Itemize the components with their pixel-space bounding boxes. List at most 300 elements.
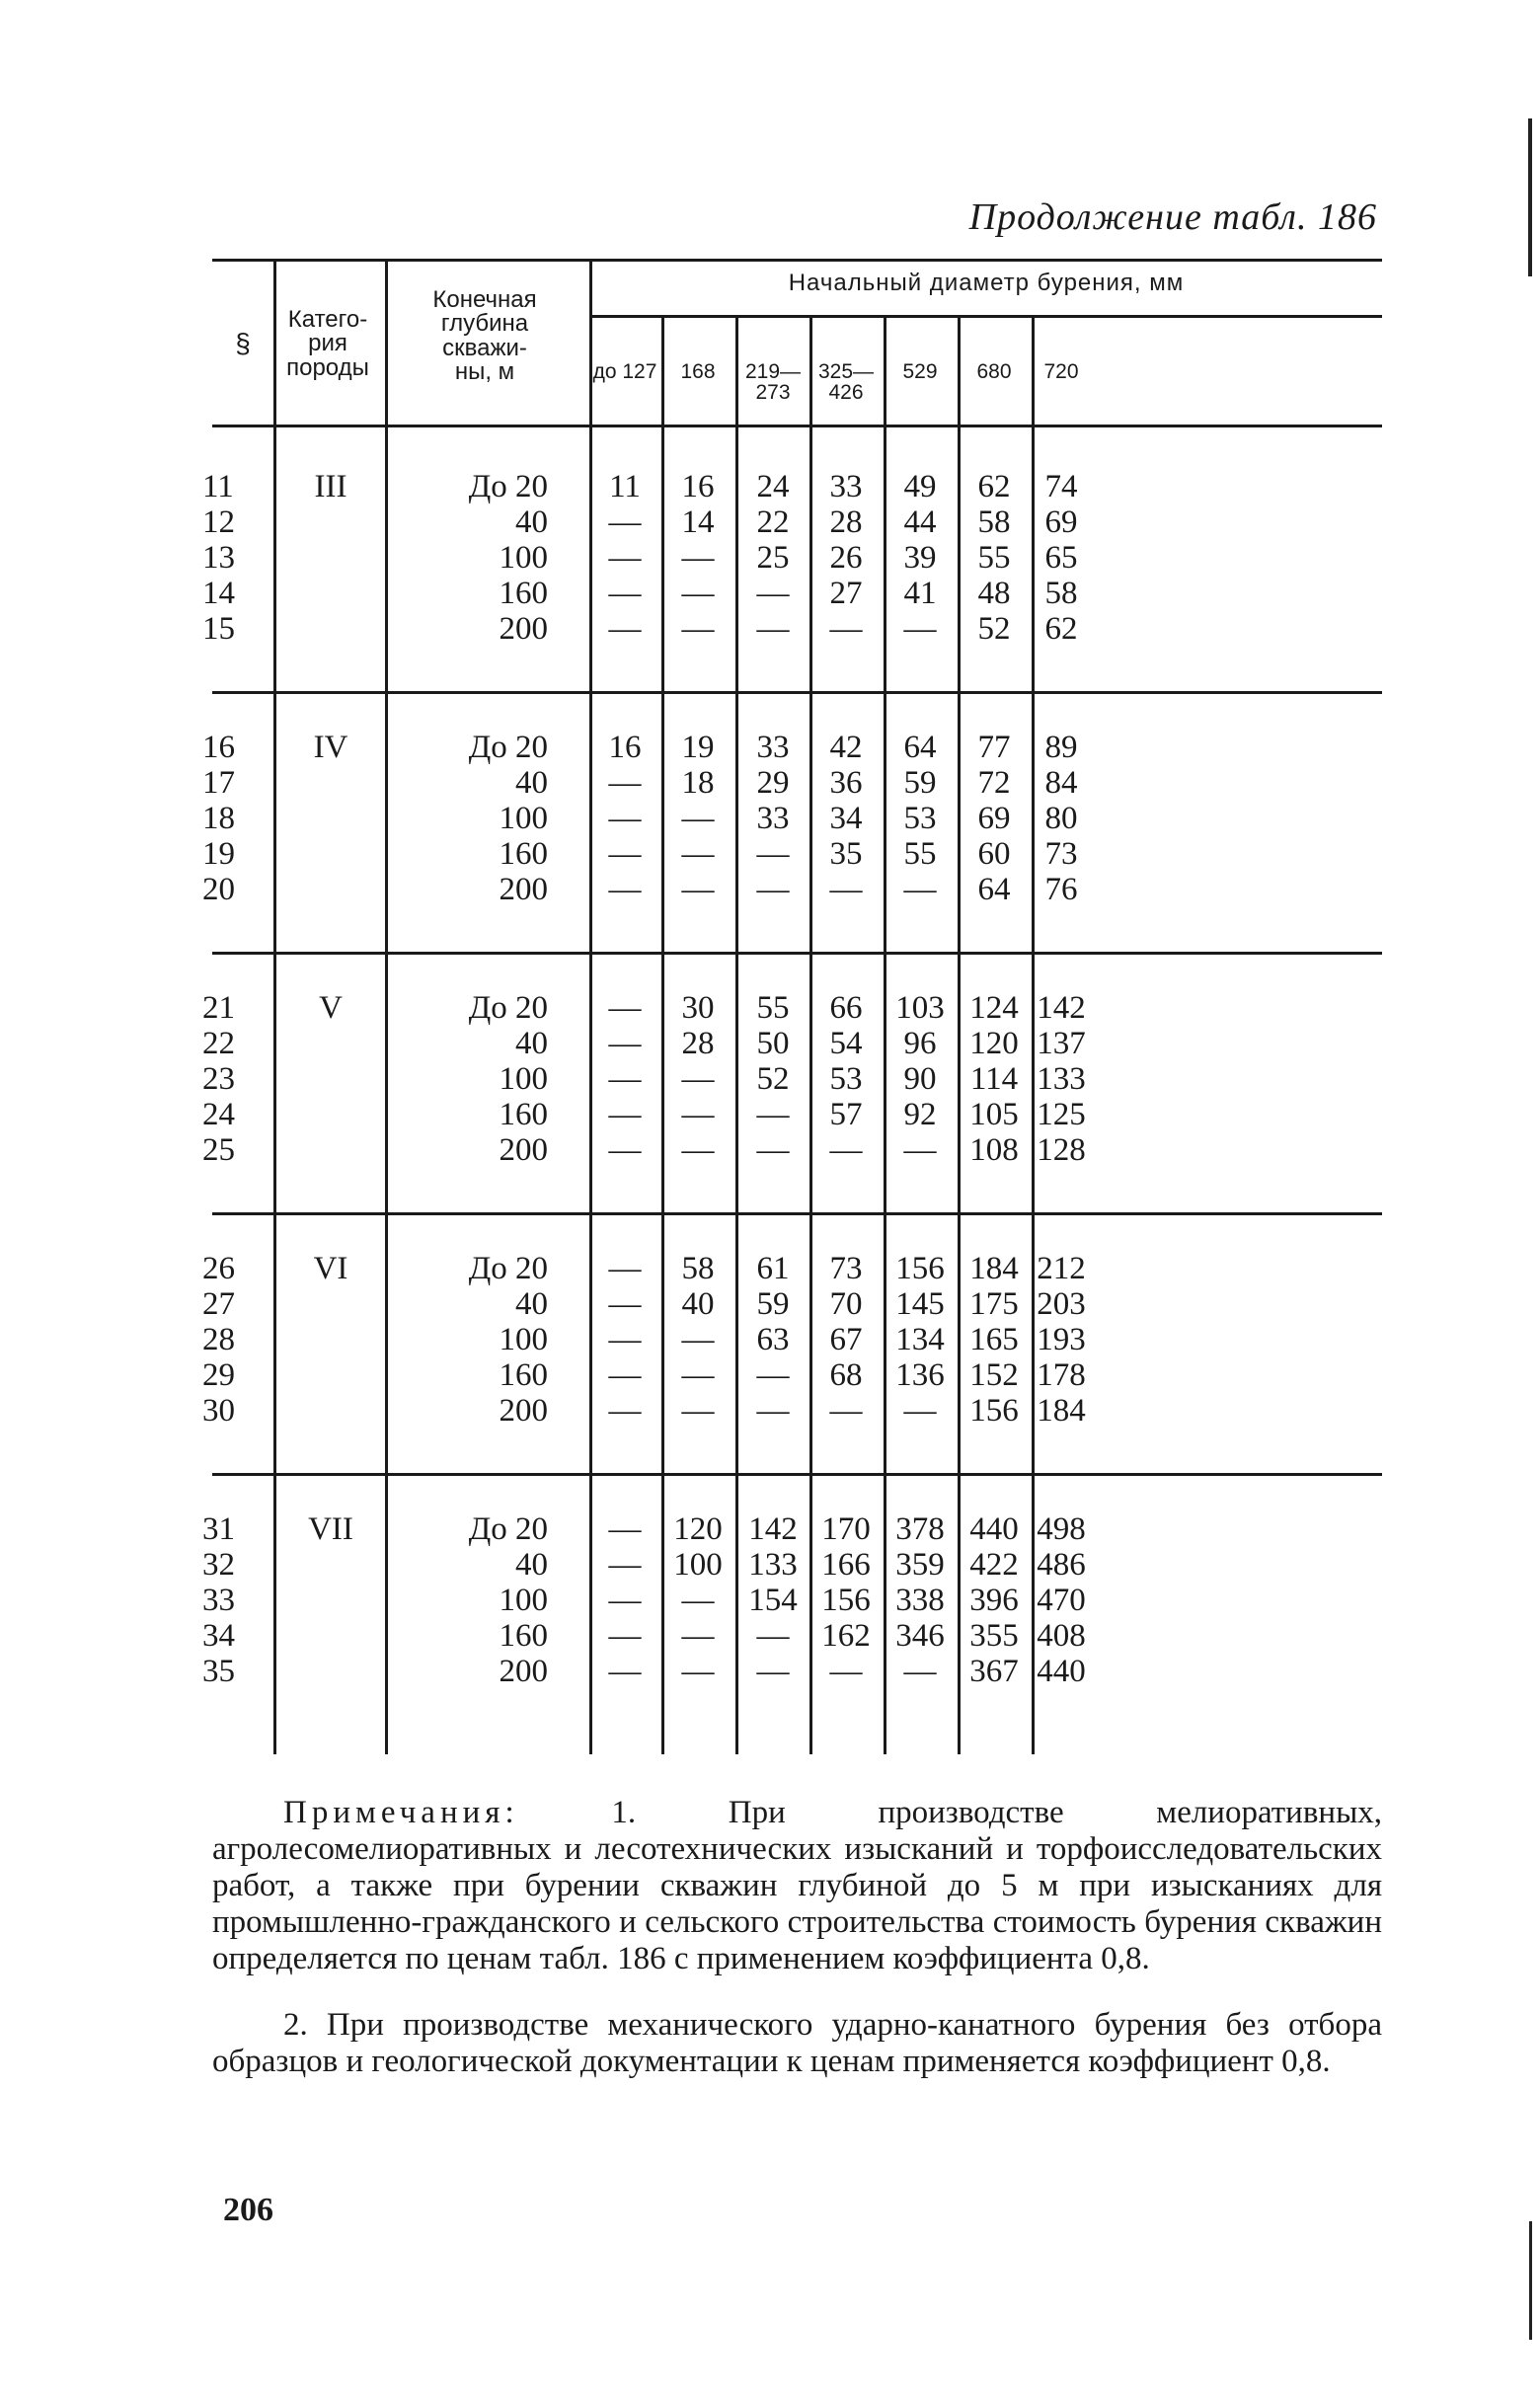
table-cell: 120 [673,1511,723,1547]
table-cell: — [903,1393,937,1429]
price-column [807,990,886,1168]
table-cell: — [608,1322,642,1357]
table-cell: 124 [969,990,1019,1026]
header-depth-line: глубина [440,310,529,338]
table-cell: До 20 [468,1511,548,1547]
table-cell: 19 [202,836,235,872]
table-cell: — [608,1132,642,1168]
table-cell: 100 [499,540,548,576]
table-cell: — [756,1618,790,1654]
table-cell: III [314,469,347,504]
table-cell: До 20 [468,1251,548,1286]
table-cell: 128 [1037,1132,1086,1168]
table-cell: 16 [608,730,642,765]
table-cell: 156 [821,1583,871,1618]
table-cell: 34 [202,1618,235,1654]
table-cell: 54 [829,1026,863,1061]
table-cell: 14 [202,576,235,611]
table-cell: — [829,872,863,907]
table-cell: 35 [202,1654,235,1689]
table-cell: 40 [681,1286,715,1322]
price-table [202,259,1382,1754]
table-cell: — [608,611,642,647]
table-cell: 59 [756,1286,790,1322]
table-cell: 36 [829,765,863,801]
table-cell: 34 [829,801,863,836]
table-cell: 470 [1037,1583,1086,1618]
table-cell: 30 [202,1393,235,1429]
table-cell: 134 [895,1322,945,1357]
category-column [281,469,380,504]
depth-column [410,1251,548,1429]
table-cell: — [608,1393,642,1429]
table-cell: 133 [748,1547,798,1583]
table-cell: До 20 [468,730,548,765]
table-cell: 27 [829,576,863,611]
header-diameter: 529 [902,360,938,383]
table-cell: — [756,1097,790,1132]
price-column [733,990,812,1168]
table-cell: 346 [895,1618,945,1654]
table-cell: 53 [903,801,937,836]
table-cell: 64 [903,730,937,765]
table-cell: IV [313,730,348,765]
header-diameter: 720 [1043,360,1079,383]
table-cell: — [903,872,937,907]
table-cell: 156 [895,1251,945,1286]
table-cell: 100 [499,1061,548,1097]
section-column [202,469,252,647]
header-diameter: 168 [680,360,716,383]
table-cell: 17 [202,765,235,801]
price-column [658,730,737,907]
table-cell: 67 [829,1322,863,1357]
table-cell: — [608,576,642,611]
table-cell: 69 [1044,504,1078,540]
table-cell: 55 [756,990,790,1026]
table-cell: 125 [1037,1097,1086,1132]
table-cell: 68 [829,1357,863,1393]
table-cell: — [608,836,642,872]
table-cell: 359 [895,1547,945,1583]
table-cell: — [608,1026,642,1061]
table-cell: 53 [829,1061,863,1097]
price-column [658,990,737,1168]
depth-column [410,469,548,647]
table-cell: 62 [1044,611,1078,647]
note-2: 2. При производстве механического ударно-канатного бурения без отбора образцов и геологической документации к ценам применяется коэффициент 0,8. [212,2007,1382,2079]
table-cell: 165 [969,1322,1019,1357]
price-column [658,1251,737,1429]
table-cell: 33 [829,469,863,504]
table-cell: 18 [202,801,235,836]
header-depth-line: Конечная [432,286,537,313]
price-column [658,469,737,647]
table-cell: 19 [681,730,715,765]
table-cell: 486 [1037,1547,1086,1583]
table-cell: 156 [969,1393,1019,1429]
table-cell: 200 [499,1393,548,1429]
table-cell: 133 [1037,1061,1086,1097]
table-cell: 422 [969,1547,1019,1583]
table-cell: 13 [202,540,235,576]
header-category [273,308,382,380]
table-cell: 27 [202,1286,235,1322]
table-cell: V [319,990,343,1026]
table-cell: 11 [609,469,641,504]
depth-column [410,730,548,907]
category-column [281,1251,380,1286]
table-cell: 22 [202,1026,235,1061]
table-cell: 137 [1037,1026,1086,1061]
table-cell: — [608,765,642,801]
table-cell: До 20 [468,990,548,1026]
header-diameter: 325—426 [817,360,875,405]
header-diameter: 219—273 [744,360,802,405]
table-cell: — [608,990,642,1026]
table-cell: 35 [829,836,863,872]
category-column [281,730,380,765]
table-cell: 33 [202,1583,235,1618]
table-cell: 96 [903,1026,937,1061]
table-cell: 175 [969,1286,1019,1322]
header-diameter-group: Начальный диаметр бурения, мм [788,270,1185,296]
table-cell: 58 [681,1251,715,1286]
note-1 [212,1795,1382,1977]
table-cell: 42 [829,730,863,765]
table-cell: 28 [202,1322,235,1357]
table-cell: 69 [977,801,1011,836]
scan-edge-mark [1528,118,1532,276]
table-cell: 48 [977,576,1011,611]
table-cell: — [903,611,937,647]
header-depth-line: скважи- [442,334,527,361]
table-cell: 92 [903,1097,937,1132]
table-cell: 200 [499,1654,548,1689]
table-cell: — [681,540,715,576]
table-cell: — [903,1132,937,1168]
table-cell: 15 [202,611,235,647]
table-cell: 108 [969,1132,1019,1168]
table-cell: 114 [969,1061,1019,1097]
table-cell: — [756,872,790,907]
table-cell: До 20 [468,469,548,504]
price-column [733,469,812,647]
table-cell: 103 [895,990,945,1026]
category-column [281,1511,380,1547]
table-cell: — [681,1322,715,1357]
table-cell: 41 [903,576,937,611]
table-cell: 26 [202,1251,235,1286]
table-cell: 408 [1037,1618,1086,1654]
table-cell: 200 [499,611,548,647]
category-column [281,990,380,1026]
table-cell: VII [308,1511,353,1547]
table-cell: 73 [829,1251,863,1286]
scan-edge-mark-lower [1529,2221,1532,2340]
table-cell: 40 [515,504,548,540]
table-cell: 100 [499,1322,548,1357]
table-cell: 50 [756,1026,790,1061]
table-cell: 52 [977,611,1011,647]
table-cell: — [681,1393,715,1429]
table-cell: 33 [756,730,790,765]
table-cell: 14 [681,504,715,540]
table-cell: 40 [515,1026,548,1061]
table-cell: 105 [969,1097,1019,1132]
depth-column [410,990,548,1168]
price-column [585,1511,664,1689]
price-column [881,990,960,1168]
price-column [585,730,664,907]
table-cell: — [608,1583,642,1618]
table-cell: — [681,872,715,907]
table-cell: — [829,1393,863,1429]
table-cell: — [681,1357,715,1393]
table-cell: — [681,801,715,836]
table-cell: 24 [756,469,790,504]
table-cell: 16 [202,730,235,765]
table-cell: — [829,611,863,647]
table-cell: 100 [499,1583,548,1618]
table-cell: — [681,1061,715,1097]
header-depth [388,288,581,385]
table-cell: 61 [756,1251,790,1286]
table-cell: 367 [969,1654,1019,1689]
price-column [733,1511,812,1689]
table-cell: — [608,801,642,836]
table-cell: — [681,1618,715,1654]
table-cell: 378 [895,1511,945,1547]
table-cell: 160 [499,576,548,611]
column-rule [273,259,276,1754]
table-cell: — [756,1132,790,1168]
table-cell: — [681,611,715,647]
table-cell: — [756,611,790,647]
table-cell: 31 [202,1511,235,1547]
table-cell: 440 [1037,1654,1086,1689]
price-column [807,1511,886,1689]
table-cell: 120 [969,1026,1019,1061]
price-column [585,1251,664,1429]
table-cell: — [756,1393,790,1429]
table-cell: — [608,1618,642,1654]
table-cell: — [681,576,715,611]
table-cell: 77 [977,730,1011,765]
table-cell: — [608,1547,642,1583]
price-column [807,730,886,907]
price-column [585,990,664,1168]
table-cell: 49 [903,469,937,504]
table-cell: 21 [202,990,235,1026]
table-cell: — [681,1583,715,1618]
price-column [881,1251,960,1429]
header-diameter: 680 [976,360,1012,383]
section-column [202,1511,252,1689]
table-cell: — [756,576,790,611]
table-cell: — [608,872,642,907]
table-cell: 33 [756,801,790,836]
price-column [585,469,664,647]
table-cell: 184 [969,1251,1019,1286]
table-cell: 212 [1037,1251,1086,1286]
table-cell: 62 [977,469,1011,504]
table-cell: 166 [821,1547,871,1583]
section-column [202,1251,252,1429]
section-column [202,730,252,907]
price-column [807,1251,886,1429]
table-cell: 184 [1037,1393,1086,1429]
table-cell: 193 [1037,1322,1086,1357]
table-cell: 170 [821,1511,871,1547]
continuation-title: Продолжение табл. 186 [968,196,1377,238]
table-cell: 136 [895,1357,945,1393]
column-rule [385,259,388,1754]
column-rule [809,315,812,1754]
table-cell: 154 [748,1583,798,1618]
table-cell: — [608,1251,642,1286]
table-cell: 23 [202,1061,235,1097]
table-cell: 160 [499,1357,548,1393]
table-cell: — [756,1654,790,1689]
table-cell: 90 [903,1061,937,1097]
column-rule [735,315,738,1754]
table-cell: 60 [977,836,1011,872]
table-cell: — [608,504,642,540]
table-cell: — [756,836,790,872]
table-cell: VI [313,1251,348,1286]
depth-column [410,1511,548,1689]
table-cell: 44 [903,504,937,540]
table-cell: 440 [969,1511,1019,1547]
notes-label: Примечания: [283,1795,519,1830]
table-cell: 40 [515,765,548,801]
table-cell: 200 [499,872,548,907]
table-cell: 58 [1044,576,1078,611]
table-cell: — [608,1357,642,1393]
table-cell: 63 [756,1322,790,1357]
table-cell: 74 [1044,469,1078,504]
table-cell: 58 [977,504,1011,540]
table-cell: 30 [681,990,715,1026]
table-cell: 65 [1044,540,1078,576]
table-cell: — [608,1286,642,1322]
table-cell: — [681,1097,715,1132]
table-cell: — [608,1097,642,1132]
table-cell: 178 [1037,1357,1086,1393]
table-cell: 145 [895,1286,945,1322]
table-cell: 200 [499,1132,548,1168]
table-cell: 11 [202,469,234,504]
notes [212,1795,1382,2080]
table-cell: — [756,1357,790,1393]
table-cell: 142 [748,1511,798,1547]
table-cell: 18 [681,765,715,801]
table-cell: 396 [969,1583,1019,1618]
table-cell: 66 [829,990,863,1026]
header-depth-line: ны, м [454,358,515,386]
table-cell: 26 [829,540,863,576]
table-cell: 142 [1037,990,1086,1026]
price-column [733,1251,812,1429]
header-diameter: до 127 [592,360,657,383]
price-column [807,469,886,647]
table-cell: — [681,1654,715,1689]
table-cell: 355 [969,1618,1019,1654]
table-cell: 12 [202,504,235,540]
header-diameter-rule [589,315,1382,318]
table-cell: 338 [895,1583,945,1618]
table-cell: — [829,1654,863,1689]
table-cell: 29 [756,765,790,801]
header-category-line: рия [308,330,347,357]
table-cell: 203 [1037,1286,1086,1322]
header-category-line: Катего- [287,306,368,333]
table-cell: 160 [499,836,548,872]
table-cell: 16 [681,469,715,504]
table-cell: — [903,1654,937,1689]
table-cell: — [608,1061,642,1097]
table-cell: — [608,1511,642,1547]
column-rule [958,315,961,1754]
table-cell: 152 [969,1357,1019,1393]
price-column [881,730,960,907]
table-cell: 160 [499,1097,548,1132]
table-cell: — [681,836,715,872]
table-cell: — [829,1132,863,1168]
table-cell: 22 [756,504,790,540]
table-cell: 25 [202,1132,235,1168]
table-cell: 55 [977,540,1011,576]
note-1-text: 1. При производстве мелиоративных, агролесомелиоративных и лесотехнических изысканий и торфоисследовательских работ, а также при бурении скважин глубиной до 5 м при изысканиях для промышленно-гражданского и сельского строительства стоимость бурения скважин определяется по ценам табл. 186 с применением коэффициента 0,8. [212,1795,1383,1976]
table-cell: 20 [202,872,235,907]
table-cell: — [681,1132,715,1168]
table-cell: 52 [756,1061,790,1097]
table-cell: — [608,540,642,576]
table-cell: 24 [202,1097,235,1132]
table-cell: 100 [673,1547,723,1583]
table-cell: 89 [1044,730,1078,765]
price-column [881,469,960,647]
table-cell: 84 [1044,765,1078,801]
column-rule [661,315,664,1754]
table-cell: 70 [829,1286,863,1322]
table-cell: 72 [977,765,1011,801]
table-cell: 162 [821,1618,871,1654]
section-column [202,990,252,1168]
column-rule [884,315,886,1754]
table-cell: 40 [515,1286,548,1322]
table-cell: 29 [202,1357,235,1393]
table-cell: 73 [1044,836,1078,872]
table-cell: 160 [499,1618,548,1654]
table-cell: 57 [829,1097,863,1132]
price-column [658,1511,737,1689]
price-column [881,1511,960,1689]
table-cell: 498 [1037,1511,1086,1547]
table-cell: 80 [1044,801,1078,836]
page-number: 206 [223,2192,273,2228]
table-cell: 28 [681,1026,715,1061]
table-cell: 100 [499,801,548,836]
table-cell: 32 [202,1547,235,1583]
table-cell: 76 [1044,872,1078,907]
table-cell: 39 [903,540,937,576]
table-cell: 64 [977,872,1011,907]
header-category-line: породы [286,353,369,381]
table-cell: 28 [829,504,863,540]
table-cell: — [608,1654,642,1689]
